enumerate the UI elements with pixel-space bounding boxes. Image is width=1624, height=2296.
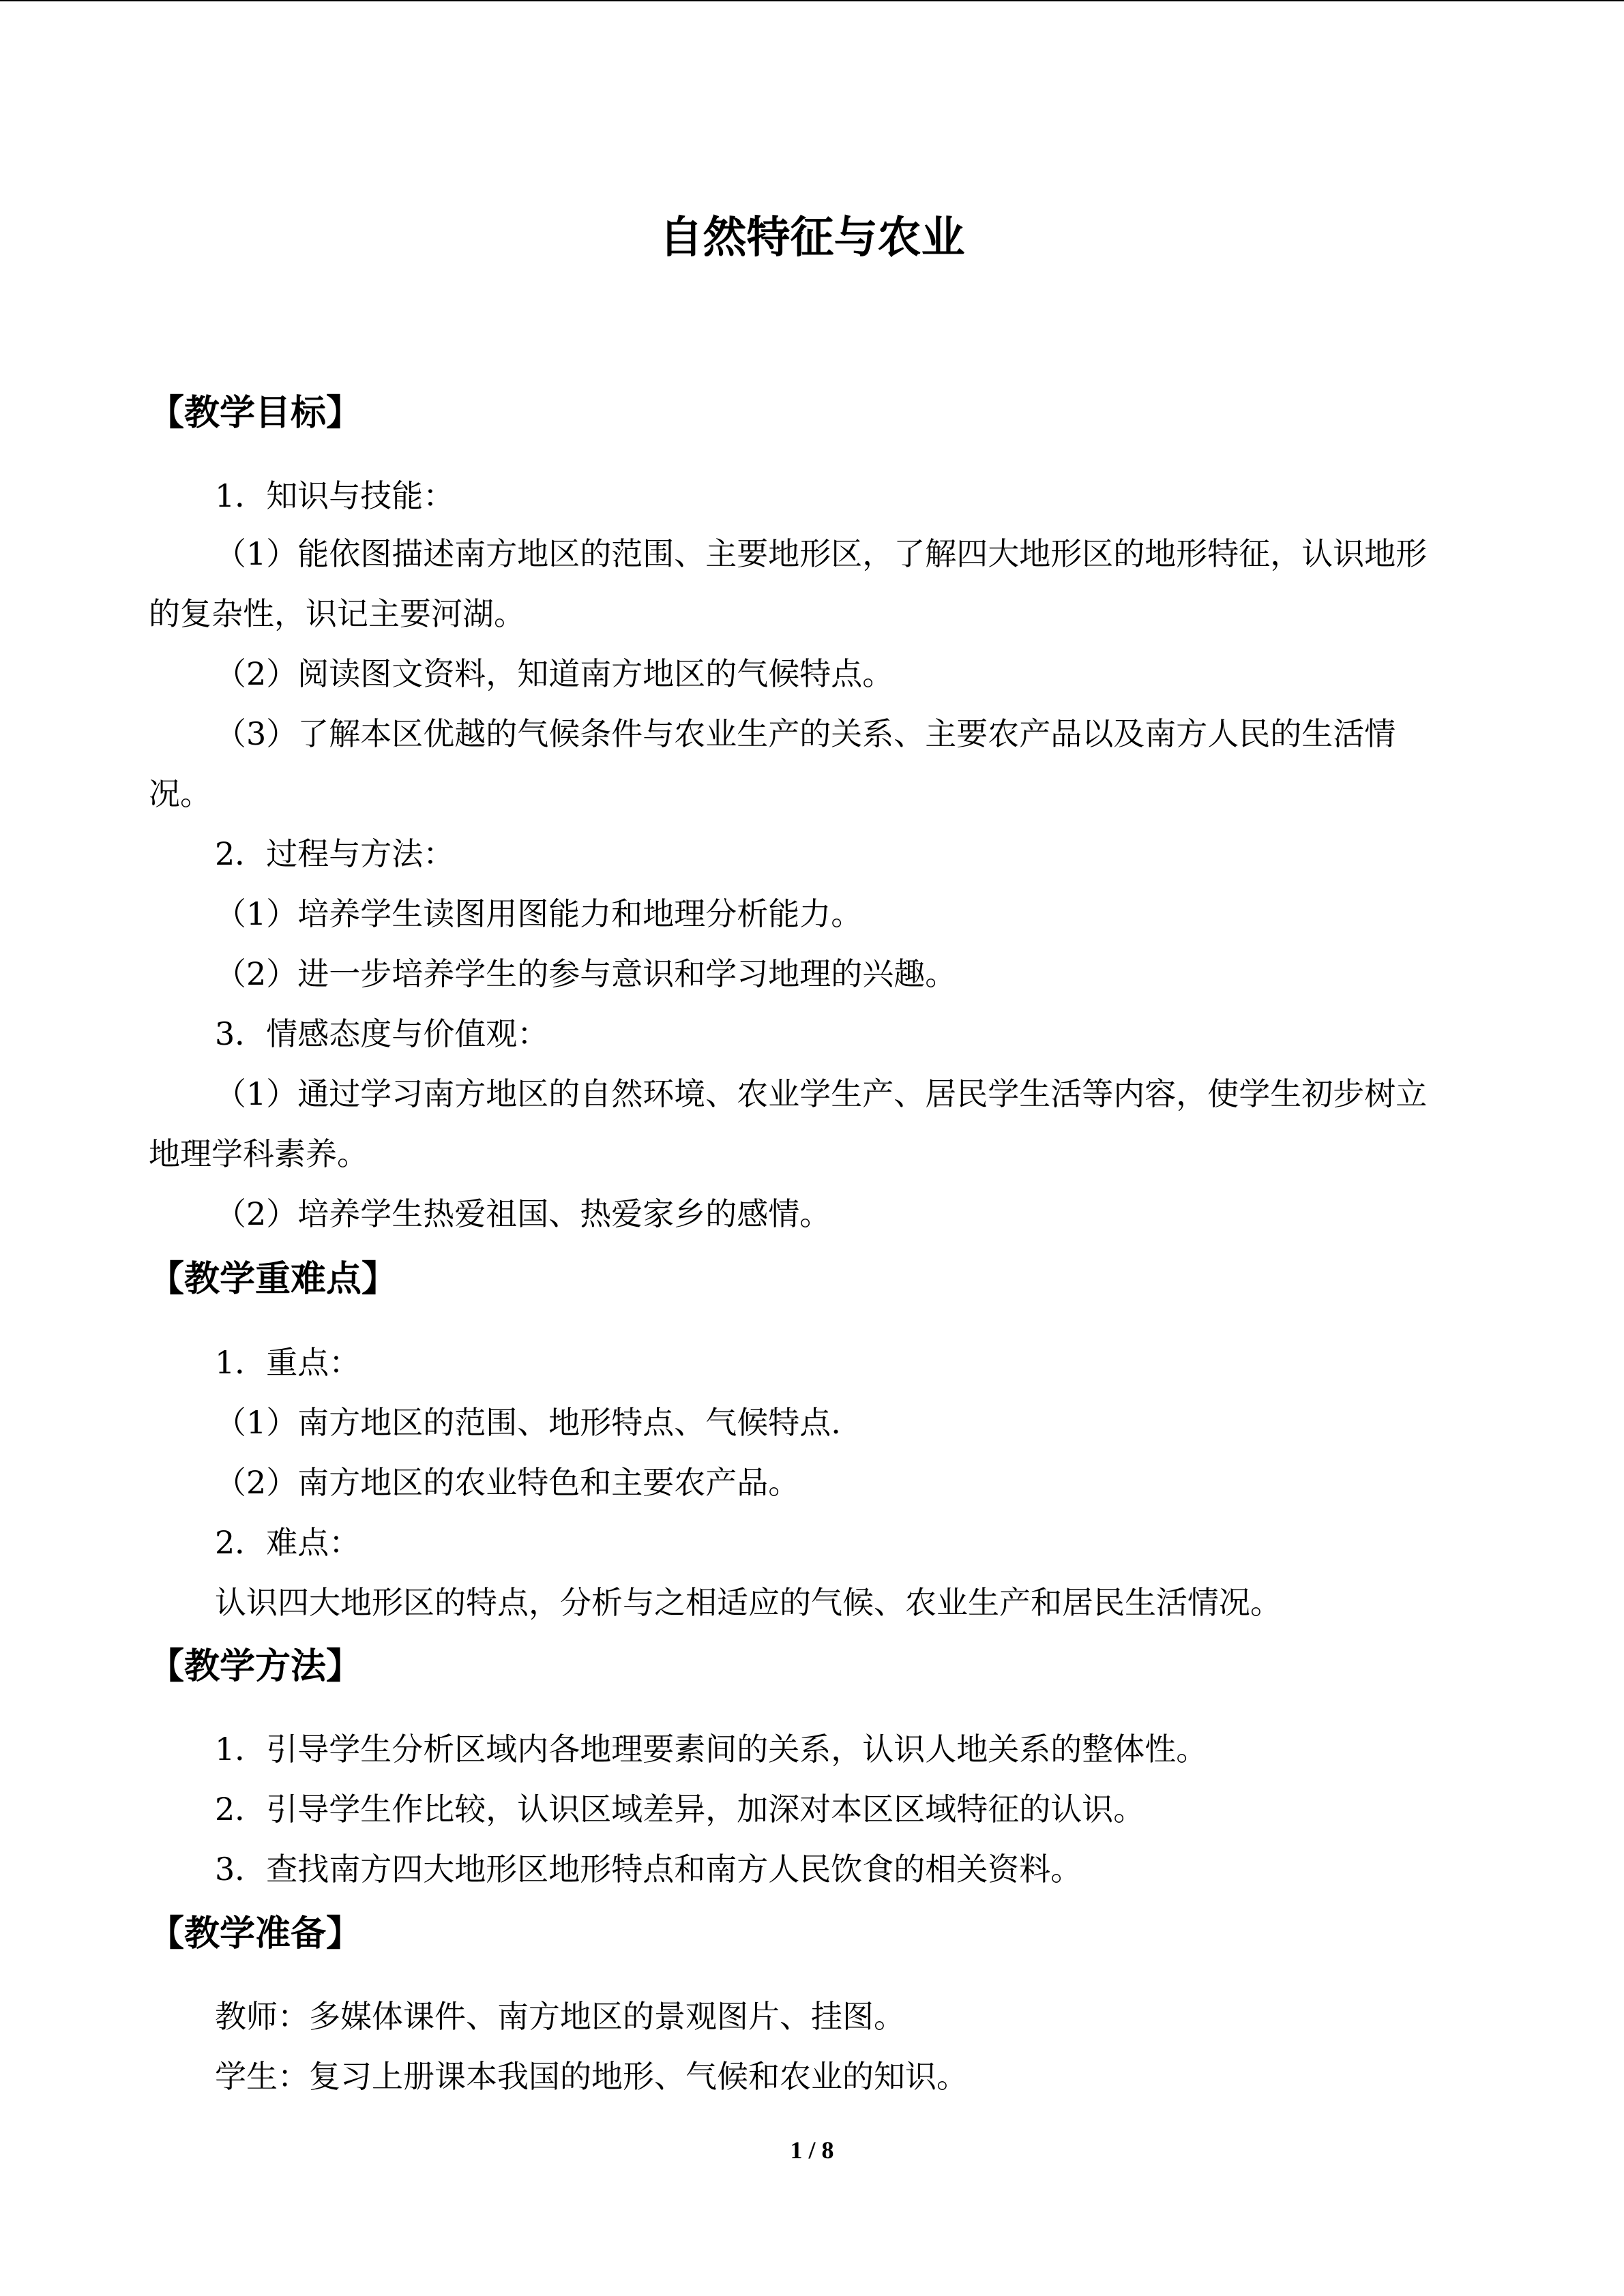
preparation-line: 学生：复习上册课本我国的地形、气候和农业的知识。	[215, 2058, 968, 2095]
method-line: 2．引导学生作比较，认识区域差异，加深对本区区域特征的认识。	[215, 1791, 1145, 1828]
objective-line: 的复杂性，识记主要河湖。	[149, 595, 525, 632]
method-line: 1．引导学生分析区域内各地理要素间的关系，认识人地关系的整体性。	[215, 1731, 1208, 1768]
method-line: 3．查找南方四大地形区地形特点和南方人民饮食的相关资料。	[215, 1851, 1082, 1888]
key-point-line: 1．重点：	[215, 1344, 361, 1381]
objective-line: 况。	[149, 775, 211, 812]
objective-line: （2）培养学生热爱祖国、热爱家乡的感情。	[215, 1195, 831, 1232]
document-title: 自然特征与农业	[659, 212, 965, 263]
objective-line: （2）进一步培养学生的参与意识和学习地理的兴趣。	[215, 955, 957, 992]
key-point-line: （2）南方地区的农业特色和主要农产品。	[215, 1464, 800, 1501]
objective-line: 2．过程与方法：	[215, 835, 455, 872]
key-point-line: （1）南方地区的范围、地形特点、气候特点.	[215, 1404, 841, 1441]
section-heading-methods: 【教学方法】	[149, 1646, 362, 1687]
objective-line: （3）了解本区优越的气候条件与农业生产的关系、主要农产品以及南方人民的生活情	[215, 715, 1396, 752]
objective-line: （1）培养学生读图用图能力和地理分析能力。	[215, 895, 863, 932]
section-heading-preparation: 【教学准备】	[149, 1913, 362, 1954]
section-heading-key-points: 【教学重难点】	[149, 1259, 398, 1300]
objective-line: （2）阅读图文资料，知道南方地区的气候特点。	[215, 655, 894, 692]
objective-line: 3．情感态度与价值观：	[215, 1015, 549, 1052]
objective-line: （1）通过学习南方地区的自然环境、农业学生产、居民学生活等内容，使学生初步树立	[215, 1075, 1428, 1112]
preparation-line: 教师：多媒体课件、南方地区的景观图片、挂图。	[215, 1998, 905, 2035]
section-heading-objectives: 【教学目标】	[149, 393, 362, 434]
page-number: 1 / 8	[790, 2136, 834, 2164]
objective-line: 1．知识与技能：	[215, 477, 455, 514]
objective-line: 地理学科素养。	[149, 1135, 368, 1172]
top-border-line	[0, 0, 1624, 1]
key-point-line: 2．难点：	[215, 1524, 361, 1561]
key-point-line: 认识四大地形区的特点，分析与之相适应的气候、农业生产和居民生活情况。	[215, 1584, 1282, 1621]
objective-line: （1）能依图描述南方地区的范围、主要地形区，了解四大地形区的地形特征，认识地形	[215, 535, 1428, 572]
